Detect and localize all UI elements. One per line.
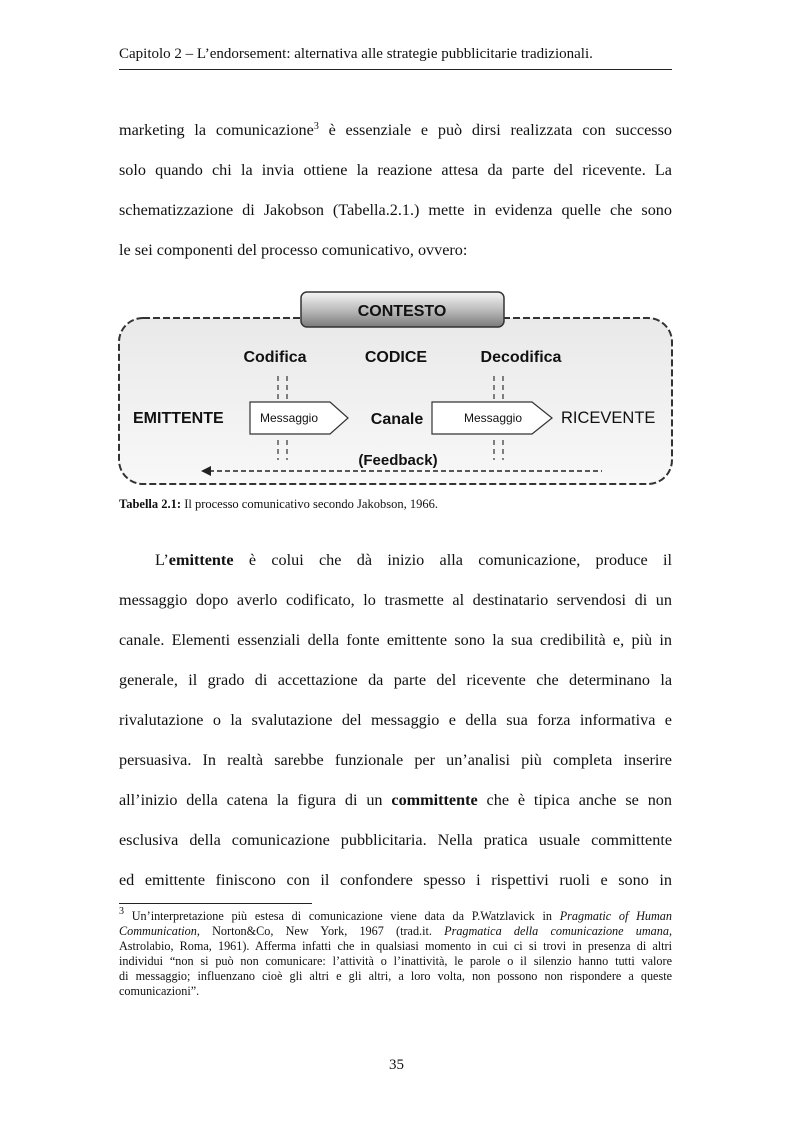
footnote-3 (119, 906, 672, 999)
intro-text: marketing la comunicazione (119, 121, 314, 139)
term-committente: committente (391, 791, 478, 809)
body-line-6: persuasiva. In realtà sarebbe funzionale per un’analisi più completa inserire (119, 751, 672, 769)
footnote-ref[interactable]: 3 (313, 121, 319, 132)
footnote-number: 3 (119, 906, 124, 917)
footnote-line-5: di messaggio; influenzano cioè gli altri e gli altri, a loro volta, non possono non rispondere a queste (119, 969, 672, 983)
body-line-1 (119, 540, 672, 580)
footnote-line-6: comunicazioni”. (119, 984, 200, 998)
intro-line-3: schematizzazione di Jakobson (Tabella.2.1.) mette in evidenza quelle che sono (119, 201, 672, 219)
intro-line-2: solo quando chi la invia ottiene la reazione attesa da parte del ricevente. La (119, 161, 672, 179)
messaggio-label-1: Messaggio (259, 411, 319, 425)
body-line-5: rivalutazione o la svalutazione del messaggio e della sua forza informativa e (119, 711, 672, 729)
body-text: è colui che dà inizio alla comunicazione, produce il (233, 551, 672, 569)
footnote-italic: Pragmatic of Human (559, 909, 672, 923)
caption-text: Il processo comunicativo secondo Jakobson, 1966. (181, 497, 438, 511)
running-header: Capitolo 2 – L’endorsement: alternativa alle strategie pubblicitarie tradizionali. (119, 46, 672, 70)
messaggio-label-2: Messaggio (463, 411, 523, 425)
footnote-text: , Norton&Co, New York, 1967 (trad.it. (196, 924, 445, 938)
page-number: 35 (389, 1057, 404, 1073)
body-text: che è tipica anche se non (477, 791, 672, 809)
body-line-8: esclusiva della comunicazione pubblicitaria. Nella pratica usuale committente (119, 831, 672, 849)
intro-text: è essenziale e può dirsi realizzata con successo (318, 121, 672, 139)
footnote-italic: Communication (119, 924, 197, 938)
canale-label: Canale (370, 411, 424, 428)
body-line-7 (119, 780, 672, 820)
body-line-2: messaggio dopo averlo codificato, lo trasmette al destinatario servendosi di un (119, 591, 672, 609)
footnote-text: , (668, 924, 672, 938)
intro-line-1 (119, 110, 672, 150)
table-caption (119, 497, 438, 512)
contesto-label: CONTESTO (357, 303, 447, 320)
footnote-separator (119, 903, 312, 904)
codifica-label: Codifica (243, 349, 307, 366)
jakobson-diagram (117, 290, 675, 486)
intro-line-4: le sei componenti del processo comunicativo, ovvero: (119, 241, 468, 259)
footnote-line-4: individui “non si può non comunicare: l’attività o l’inattività, le parole o il silenzio hanno tutti valore (119, 954, 672, 968)
footnote-line-3: Astrolabio, Roma, 1961). Afferma infatti che in qualsiasi momento in cui ci si trovi in presenza di altri (119, 939, 672, 953)
footnote-italic: Pragmatica della comunicazione umana (444, 924, 669, 938)
decodifica-label: Decodifica (480, 349, 562, 366)
feedback-label: (Feedback) (358, 452, 438, 469)
footnote-line-1 (119, 906, 672, 924)
intro-paragraph (119, 110, 672, 270)
footnote-text: Un’interpretazione più estesa di comunicazione viene data da P.Watzlavick in (124, 909, 560, 923)
body-text: L’ (155, 551, 169, 569)
body-text: all’inizio della catena la figura di un (119, 791, 392, 809)
body-line-9: ed emittente finiscono con il confondere spesso i rispettivi ruoli e sono in (119, 871, 672, 889)
body-line-4: generale, il grado di accettazione da parte del ricevente che determinano la (119, 671, 672, 689)
footnote-line-2 (119, 924, 672, 939)
body-line-3: canale. Elementi essenziali della fonte emittente sono la sua credibilità e, più in (119, 631, 672, 649)
term-emittente: emittente (168, 551, 234, 569)
codice-label: CODICE (364, 349, 428, 366)
body-paragraph (119, 540, 672, 900)
ricevente-label: RICEVENTE (561, 409, 656, 427)
caption-label: Tabella 2.1: (119, 497, 182, 511)
emittente-label: EMITTENTE (133, 410, 224, 427)
